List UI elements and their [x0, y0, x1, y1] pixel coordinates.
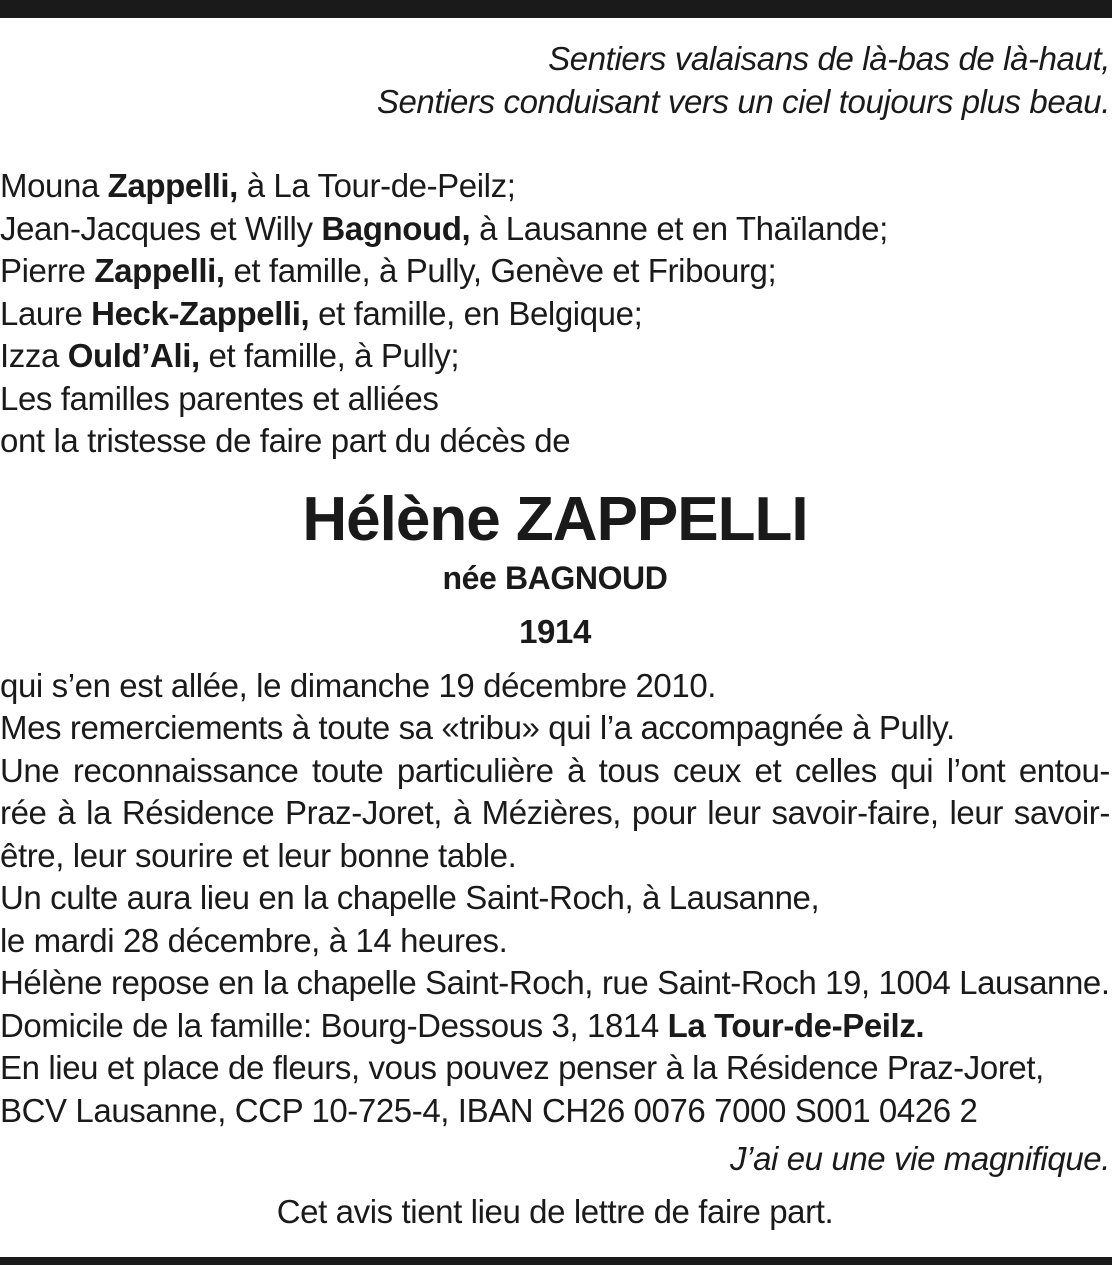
body-line: Hélène repose en la chapelle Saint-Roch, rue Saint-Roch 19, 1004 Lausanne.: [0, 964, 1110, 1001]
closing-quote: J’ai eu une vie magnifique.: [730, 1140, 1110, 1177]
family-member: [0, 335, 1110, 378]
family-member-name: Ould’Ali,: [67, 337, 200, 374]
family-list: [0, 165, 1110, 463]
family-member-prefix: Jean-Jacques et Willy: [0, 209, 322, 247]
body-line: le mardi 28 décembre, à 14 heures.: [0, 921, 508, 959]
family-member: [0, 165, 1110, 208]
family-member-suffix: et famille, à Pully, Genève et Fribourg;: [224, 252, 777, 289]
epigraph: [0, 38, 1110, 123]
notice-statement: Cet avis tient lieu de lettre de faire part.: [276, 1192, 834, 1230]
family-member: [0, 250, 1110, 293]
family-member-name: Zappelli,: [107, 167, 238, 204]
body-line: Mes remerciements à toute sa «tribu» qui l’a accompagnée à Pully.: [0, 709, 955, 746]
bottom-rule: [0, 1257, 1112, 1265]
deceased-birth-name: née BAGNOUD: [442, 559, 668, 596]
family-member-name: Zappelli,: [94, 252, 225, 289]
bank-details-line: BCV Lausanne, CCP 10-725-4, IBAN CH26 0076 7000 S001 0426 2: [0, 1091, 978, 1129]
body-line: Une reconnaissance toute particulière à tous ceux et celles qui l’ont entou-: [0, 751, 1110, 789]
announcement-line: ont la tristesse de faire part du décès de: [0, 422, 571, 459]
family-member-prefix: Mouna: [0, 167, 108, 204]
family-member-suffix: à La Tour-de-Peilz;: [237, 167, 516, 204]
family-member-prefix: Izza: [0, 337, 68, 374]
family-member-suffix: à Lausanne et en Thaïlande;: [470, 209, 888, 247]
notice-body: [0, 665, 1110, 1133]
body-line: Un culte aura lieu en la chapelle Saint-Roch, à Lausanne,: [0, 879, 820, 916]
family-member: [0, 293, 1110, 336]
deceased-name: Hélène ZAPPELLI: [302, 484, 808, 554]
relatives-line: Les familles parentes et alliées: [0, 379, 439, 417]
domicile-place: La Tour-de-Peilz.: [667, 1006, 925, 1044]
family-member-name: Heck-Zappelli,: [91, 294, 310, 332]
body-line: être, leur sourire et leur bonne table.: [0, 836, 517, 874]
family-member-suffix: et famille, à Pully;: [199, 337, 460, 374]
top-rule: [0, 0, 1112, 18]
domicile-line: [0, 1005, 1110, 1048]
epigraph-line-2: Sentiers conduisant vers un ciel toujours plus beau.: [376, 82, 1110, 120]
body-line: qui s’en est allée, le dimanche 19 décembre 2010.: [0, 666, 717, 704]
family-member-prefix: Pierre: [0, 252, 95, 289]
family-member-name: Bagnoud,: [321, 209, 471, 247]
family-member-prefix: Laure: [0, 294, 92, 332]
epigraph-line-1: Sentiers valaisans de là-bas de là-haut,: [548, 40, 1110, 77]
family-member-suffix: et famille, en Belgique;: [309, 294, 643, 332]
body-line: En lieu et place de fleurs, vous pouvez penser à la Résidence Praz-Joret,: [0, 1049, 1044, 1086]
deceased-birth-year: 1914: [519, 612, 591, 650]
obituary-notice: [0, 38, 1110, 1233]
family-member: [0, 208, 1110, 251]
domicile-address: Domicile de la famille: Bourg-Dessous 3, 1814: [0, 1006, 668, 1044]
body-line: rée à la Résidence Praz-Joret, à Mézières, pour leur savoir-faire, leur savoir-: [0, 794, 1110, 831]
